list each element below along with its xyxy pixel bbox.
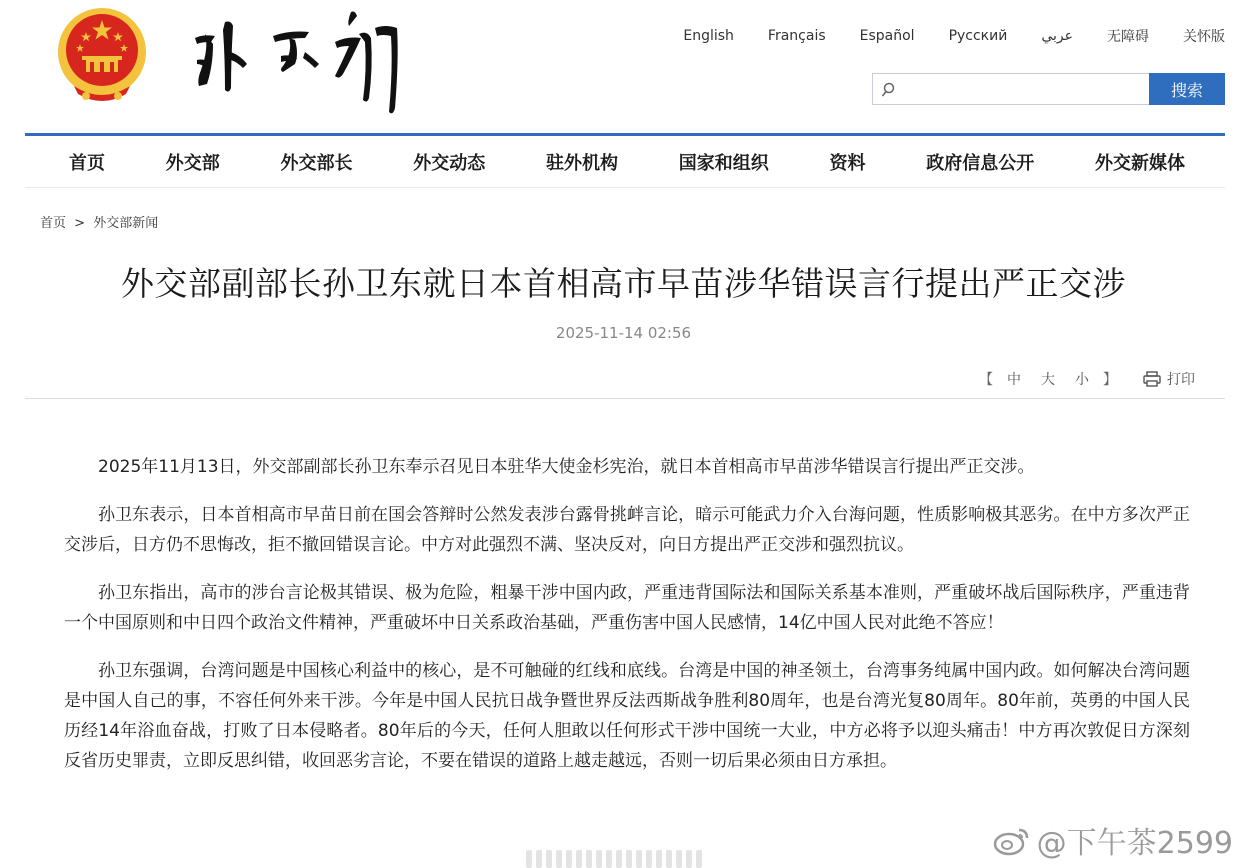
article-paragraph: 孙卫东强调，台湾问题是中国核心利益中的核心，是不可触碰的红线和底线。台湾是中国的神圣领土，台湾事务纯属中国内政。如何解决台湾问题是中国人自己的事，不容任何外来干涉。今年是中国人民抗日战争暨世界反法西斯战争胜利80周年，也是台湾光复80周年。80年前，英勇的中国人民历经14年浴血奋战，打败了日本侵略者。80年后的今天，任何人胆敢以任何形式干涉中国统一大业，中方必将予以迎头痛击！中方再次敦促日方深刻反省历史罪责，立即反思纠错，收回恶劣言论，不要在错误的道路上越走越远，否则一切后果必须由日方承担。: [64, 661, 1190, 771]
article-tools: [975, 369, 1195, 389]
lang-english-link[interactable]: English: [683, 28, 734, 44]
article-paragraph: 孙卫东表示，日本首相高市早苗日前在国会答辩时公然发表涉台露骨挑衅言论，暗示可能武力介入台海问题，性质影响极其恶劣。在中方多次严正交涉后，日方仍不思悔改，拒不撤回错误言论。中方对此强烈不满、坚决反对，向日方提出严正交涉和强烈抗议。: [64, 505, 1190, 555]
nav-item-resources[interactable]: 资料: [829, 152, 866, 174]
search-icon: [881, 82, 895, 98]
lang-spanish-link[interactable]: Español: [859, 28, 915, 44]
search-box: [872, 73, 1149, 105]
breadcrumb-home-link[interactable]: 首页: [40, 216, 67, 231]
print-label: 打印: [1167, 372, 1195, 388]
font-size-medium-button[interactable]: 大: [1041, 372, 1055, 388]
lang-arabic-link[interactable]: عربي: [1041, 28, 1073, 44]
nav-item-countries-organizations[interactable]: 国家和组织: [678, 152, 769, 174]
search-button[interactable]: 搜索: [1149, 73, 1225, 105]
article-paragraph: 2025年11月13日，外交部副部长孙卫东奉示召见日本驻华大使金杉宪治，就日本首相高市早苗涉华错误言行提出严正交涉。: [98, 457, 1035, 477]
nav-item-diplomatic-news[interactable]: 外交动态: [413, 152, 486, 174]
nav-item-new-media[interactable]: 外交新媒体: [1095, 152, 1185, 174]
ministry-calligraphy-logo[interactable]: [185, 8, 417, 120]
breadcrumb: [40, 212, 162, 231]
elderly-care-mode-link[interactable]: 关怀版: [1183, 29, 1225, 45]
breadcrumb-current-link[interactable]: 外交部新闻: [93, 216, 159, 231]
nav-item-home[interactable]: 首页: [69, 152, 105, 174]
article-body: [64, 452, 1190, 794]
weibo-logo-icon: [993, 824, 1031, 856]
site-header: [0, 0, 1247, 132]
font-size-close-bracket: 】: [1103, 372, 1117, 388]
print-button[interactable]: [1143, 369, 1195, 389]
article-paragraph: 孙卫东指出，高市的涉台言论极其错误、极为危险，粗暴干涉中国内政，严重违背国际法和国际关系基本准则，严重破坏战后国际秩序，严重违背一个中国原则和中日四个政治文件精神，严重破坏中日关系政治基础，严重伤害中国人民感情，14亿中国人民对此绝不答应！: [64, 583, 1190, 633]
lang-russian-link[interactable]: Русский: [948, 28, 1008, 44]
watermark-text: @下午茶2599: [1036, 826, 1233, 861]
search-bar: [872, 73, 1225, 105]
breadcrumb-separator: >: [74, 216, 86, 231]
nav-item-minister[interactable]: 外交部长: [280, 152, 353, 174]
nav-item-ministry[interactable]: 外交部: [165, 152, 220, 174]
image-strip-artifact: [526, 850, 726, 868]
search-input[interactable]: [873, 74, 1149, 104]
language-bar: [683, 26, 1225, 46]
font-size-small-button[interactable]: 小: [1075, 372, 1089, 388]
accessibility-link[interactable]: 无障碍: [1107, 29, 1149, 45]
lang-french-link[interactable]: Français: [767, 28, 826, 44]
weibo-watermark: [993, 818, 1233, 862]
printer-icon: [1143, 371, 1161, 387]
main-nav: [25, 136, 1225, 188]
national-emblem-icon[interactable]: [56, 6, 148, 104]
font-size-large-button[interactable]: 中: [1007, 372, 1021, 388]
article-divider: [25, 398, 1225, 399]
article-date: 2025-11-14 02:56: [555, 324, 692, 342]
font-size-open-bracket: 【: [979, 372, 993, 388]
nav-item-government-info[interactable]: 政府信息公开: [926, 152, 1035, 174]
nav-item-missions-abroad[interactable]: 驻外机构: [546, 152, 618, 174]
article-title: 外交部副部长孙卫东就日本首相高市早苗涉华错误言行提出严正交涉: [121, 264, 1126, 303]
